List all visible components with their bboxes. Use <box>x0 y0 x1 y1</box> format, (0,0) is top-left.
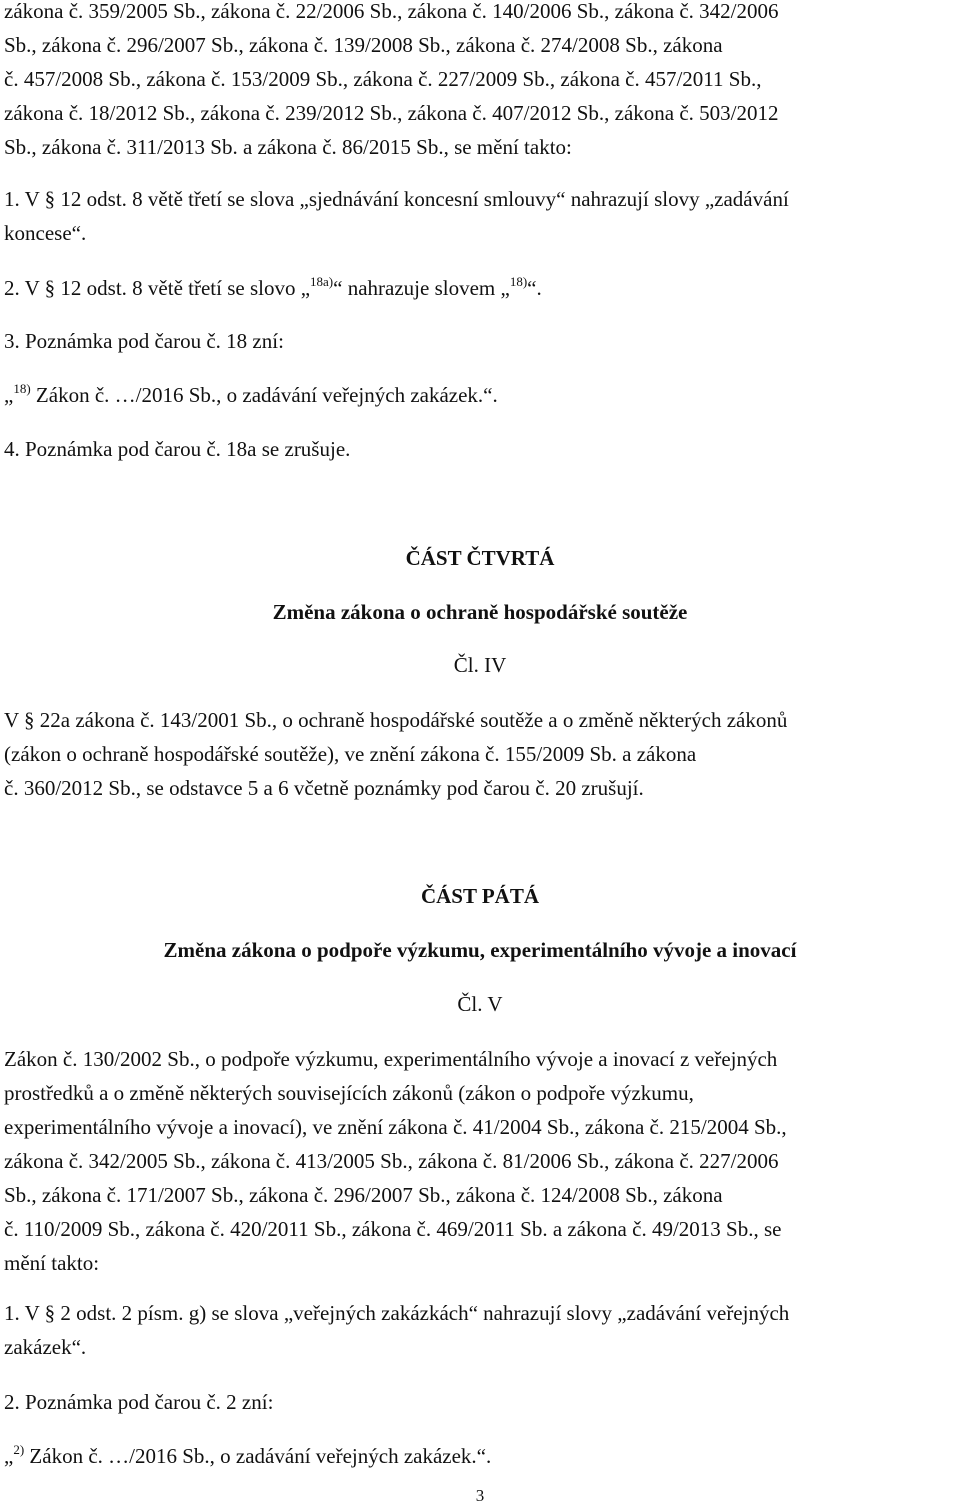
article-v-line: mění takto: <box>4 1251 100 1275</box>
article-v-amendment-1-line: zakázek“. <box>4 1335 87 1359</box>
article-iv-line: (zákon o ochraně hospodářské soutěže), ve znění zákona č. 155/2009 Sb. a zákona <box>4 742 697 766</box>
amendment-1-line: 1. V § 12 odst. 8 větě třetí se slova „sjednávání koncesní smlouvy“ nahrazují slovy „zadávání <box>4 187 789 211</box>
superscript-18a: 18a) <box>310 274 334 289</box>
footnote-open-quote: „ <box>4 1444 14 1468</box>
article-iv-title: Čl. IV <box>453 653 507 677</box>
article-v-body <box>4 1042 956 1280</box>
footnote-marker: 18) <box>13 381 31 396</box>
footnote-marker: 2) <box>13 1442 25 1457</box>
footnote-2 <box>4 1439 956 1473</box>
article-v-line: Zákon č. 130/2002 Sb., o podpoře výzkumu, experimentálního vývoje a inovací z veřejných <box>4 1047 778 1071</box>
amendment-2-text-end: “. <box>527 276 542 300</box>
amendment-1 <box>4 182 956 250</box>
part-5-heading: ČÁST PÁTÁ <box>420 884 540 908</box>
superscript-18: 18) <box>509 274 528 289</box>
footnote-18 <box>4 378 956 412</box>
intro-line: Sb., zákona č. 296/2007 Sb., zákona č. 139/2008 Sb., zákona č. 274/2008 Sb., zákona <box>4 33 723 57</box>
amendment-2 <box>4 271 956 305</box>
article-v-line: zákona č. 342/2005 Sb., zákona č. 413/2005 Sb., zákona č. 81/2006 Sb., zákona č. 227/2006 <box>4 1149 779 1173</box>
amendment-4: 4. Poznámka pod čarou č. 18a se zrušuje. <box>4 437 351 461</box>
part-4-heading: ČÁST ČTVRTÁ <box>405 546 555 570</box>
article-v-line: č. 110/2009 Sb., zákona č. 420/2011 Sb., zákona č. 469/2011 Sb. a zákona č. 49/2013 Sb., se <box>4 1217 782 1241</box>
part-5-subheading: Změna zákona o podpoře výzkumu, experimentálního vývoje a inovací <box>163 938 797 962</box>
article-v-line: Sb., zákona č. 171/2007 Sb., zákona č. 296/2007 Sb., zákona č. 124/2008 Sb., zákona <box>4 1183 723 1207</box>
intro-line: zákona č. 18/2012 Sb., zákona č. 239/2012 Sb., zákona č. 407/2012 Sb., zákona č. 503/2012 <box>4 101 779 125</box>
footnote-text: Zákon č. …/2016 Sb., o zadávání veřejných zakázek.“. <box>30 383 498 407</box>
article-v-line: experimentálního vývoje a inovací), ve znění zákona č. 41/2004 Sb., zákona č. 215/2004 Sb., <box>4 1115 787 1139</box>
footnote-open-quote: „ <box>4 383 14 407</box>
amendment-3: 3. Poznámka pod čarou č. 18 zní: <box>4 329 284 353</box>
article-v-line: prostředků a o změně některých souvisejících zákonů (zákon o podpoře výzkumu, <box>4 1081 694 1105</box>
article-iv-line: V § 22a zákona č. 143/2001 Sb., o ochraně hospodářské soutěže a o změně některých zákonů <box>4 708 788 732</box>
article-iv-body <box>4 703 956 805</box>
intro-paragraph <box>4 0 956 164</box>
article-iv-line: č. 360/2012 Sb., se odstavce 5 a 6 včetně poznámky pod čarou č. 20 zrušují. <box>4 776 644 800</box>
amendment-2-text-start: 2. V § 12 odst. 8 větě třetí se slovo „ <box>4 276 311 300</box>
amendment-2-text-middle: “ nahrazuje slovem „ <box>333 276 510 300</box>
page-number: 3 <box>475 1486 485 1505</box>
intro-line: Sb., zákona č. 311/2013 Sb. a zákona č. 86/2015 Sb., se mění takto: <box>4 135 572 159</box>
intro-line: č. 457/2008 Sb., zákona č. 153/2009 Sb., zákona č. 227/2009 Sb., zákona č. 457/2011 Sb., <box>4 67 762 91</box>
article-v-amendment-2: 2. Poznámka pod čarou č. 2 zní: <box>4 1390 274 1414</box>
intro-line: zákona č. 359/2005 Sb., zákona č. 22/2006 Sb., zákona č. 140/2006 Sb., zákona č. 342/2006 <box>4 0 779 23</box>
article-v-amendment-1 <box>4 1296 956 1364</box>
article-v-amendment-1-line: 1. V § 2 odst. 2 písm. g) se slova „veřejných zakázkách“ nahrazují slovy „zadávání veřejných <box>4 1301 790 1325</box>
article-v-title: Čl. V <box>457 992 503 1016</box>
footnote-text: Zákon č. …/2016 Sb., o zadávání veřejných zakázek.“. <box>24 1444 492 1468</box>
amendment-1-line: koncese“. <box>4 221 87 245</box>
part-4-subheading: Změna zákona o ochraně hospodářské soutěže <box>272 600 688 624</box>
